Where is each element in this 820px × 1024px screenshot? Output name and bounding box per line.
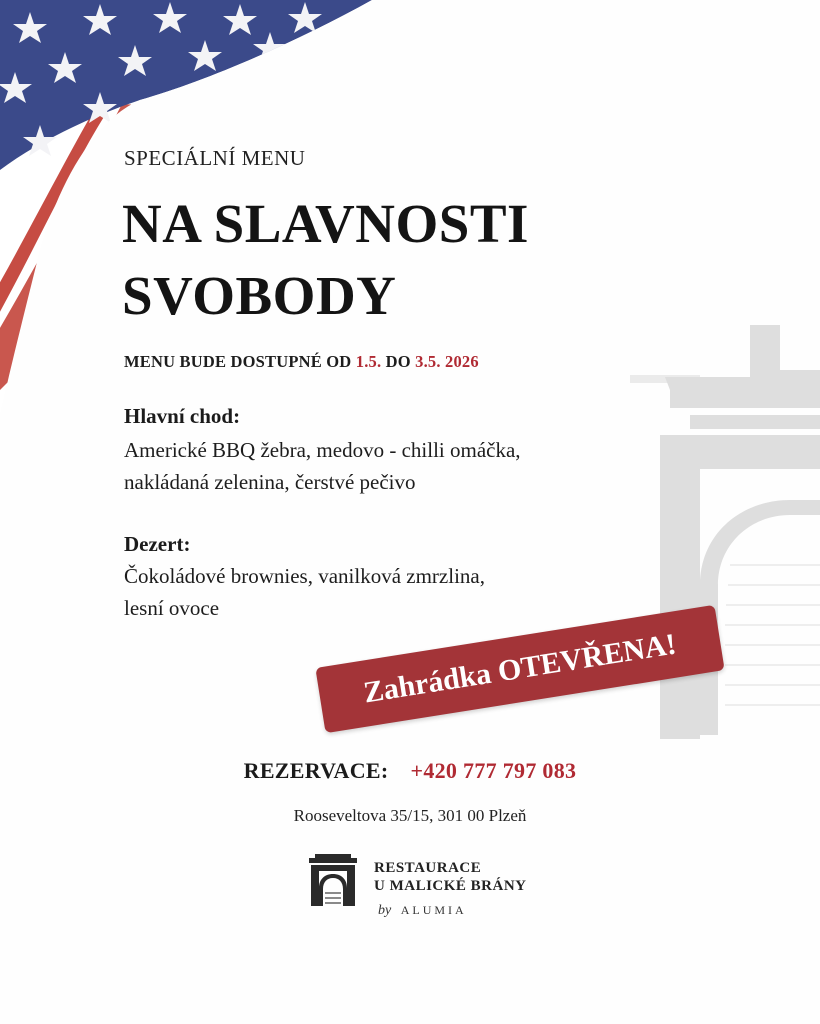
main-course-label: Hlavní chod: [124,404,241,428]
availability-from-date: 1.5. [355,352,382,371]
logo-line-2: U MALICKÉ BRÁNY [374,878,527,894]
logo-byline [378,903,467,919]
title-line-2: SVOBODY [122,265,397,326]
main-course-line-1: Americké BBQ žebra, medovo - chilli omáčka, [124,438,521,462]
main-course-line-2: nakládaná zelenina, čerstvé pečivo [124,470,416,494]
title-line-1: NA SLAVNOSTI [122,193,529,254]
dessert-label: Dezert: [124,532,191,556]
eyebrow-text: SPECIÁLNÍ MENU [124,146,306,170]
reservation-line [0,758,820,784]
logo-brand: ALUMIA [400,903,467,917]
restaurant-gate-logo-icon [305,852,361,908]
availability-line [124,352,479,372]
logo-by-word: by [378,903,392,918]
dessert-line-2: lesní ovoce [124,596,220,620]
gate-arch-graphic [630,315,820,745]
address-text: Rooseveltova 35/15, 301 00 Plzeň [293,806,527,825]
availability-middle: DO [385,352,411,371]
reservation-phone-link[interactable]: +420 777 797 083 [410,758,577,783]
logo-line-1: RESTAURACE [374,860,482,876]
availability-to-date: 3.5. 2026 [415,352,479,371]
garden-open-text: Zahrádka OTEVŘENA! [361,627,679,710]
dessert-description [124,560,485,624]
reservation-label: REZERVACE: [243,758,389,783]
main-course-description [124,434,521,498]
availability-prefix: MENU BUDE DOSTUPNÉ OD [124,352,352,371]
dessert-line-1: Čokoládové brownies, vanilková zmrzlina, [124,564,485,588]
page-title [122,188,529,332]
